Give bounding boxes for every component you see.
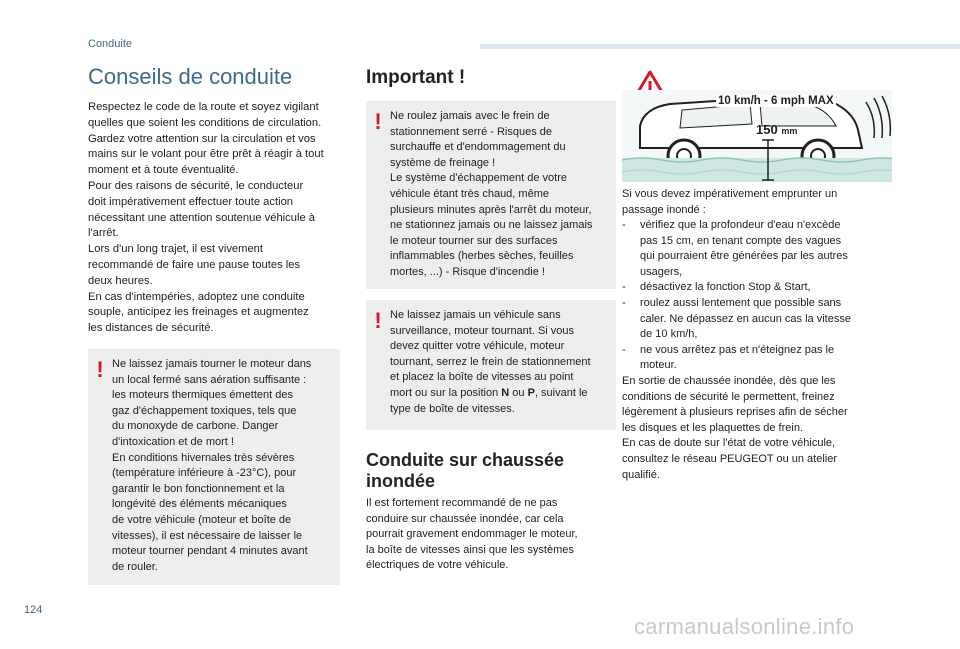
flood-intro-text: Si vous devez impérativement emprunter un passage inondé : (622, 188, 838, 216)
gear-park-label: P (527, 386, 535, 399)
warning-box-parking-brake (366, 101, 616, 289)
warning-box-engine (88, 349, 340, 585)
list-item: - vérifiez que la profondeur d'eau n'excède pas 15 cm, en tenant compte des vagues qui pourraient être générées par les autres usagers, (622, 219, 848, 278)
gear-neutral-label: N (501, 386, 510, 399)
warning-exclamation-icon: ! (96, 357, 104, 382)
warning-exclamation-icon: ! (374, 109, 382, 134)
important-title: Important ! (366, 67, 466, 88)
watermark: carmanualsonline.info (634, 614, 855, 639)
water-depth-label: 150 mm (756, 122, 798, 137)
section-header-label: Conduite (88, 38, 133, 50)
warning-box-unattended (366, 300, 616, 430)
flood-exit-text: En sortie de chaussée inondée, dès que les conditions de sécurité le permettent, freinez légèrement à plusieurs reprises afin de sécher les disques et les plaquettes de frein. En cas de doute sur l'état de votre véhicule, consultez le réseau PEUGEOT ou un atelier qualifié. (622, 375, 848, 481)
warning-text-engine: Ne laissez jamais tourner le moteur dans un local fermé sans aération suffisante : les moteurs thermiques émettent des gaz d'échappement toxiques, tels que du monoxyde de carbone. Danger d'intoxication et de mort ! En conditions hivernales très sévères (température inférieure à -23°C), pour garantir le bon fonctionnement et la longévité des éléments mécaniques de votre véhicule (moteur et boîte de vitesses), il est nécessaire de laisser le moteur tourner pendant 4 minutes avant de rouler. (112, 358, 312, 573)
list-item: - ne vous arrêtez pas et n'éteignez pas le moteur. (622, 343, 835, 372)
list-item: - désactivez la fonction Stop & Start, (622, 281, 811, 294)
section-header-bar (480, 44, 960, 49)
flood-warning-text: Il est fortement recommandé de ne pas conduire sur chaussée inondée, car cela pourrait gravement endommager le moteur, la boîte de vitesses ainsi que les systèmes électriques de votre véhicule. (366, 497, 578, 572)
warning-exclamation-icon: ! (374, 308, 382, 333)
flood-instructions-list (622, 218, 892, 374)
page-number: 124 (24, 604, 43, 616)
warning-text-unattended: Ne laissez jamais un véhicule sans surveillance, moteur tournant. Si vous devez quitter votre véhicule, moteur tournant, serrez le frein de stationnement et placez la boîte de vitesses au point mort ou sur la position N ou P, suivant le type de boîte de vitesses. (390, 309, 591, 415)
speed-limit-label: 10 km/h - 6 mph MAX (718, 95, 834, 107)
warning-text-parking-brake: Ne roulez jamais avec le frein de stationnement serré - Risques de surchauffe et d'endommagement du système de freinage ! Le système d'échappement de votre véhicule étant très chaud, même plusieurs minutes après l'arrêt du moteur, ne stationnez jamais ou ne laissez jamais le moteur tourner sur des surfaces inflammables (herbes sèches, feuilles mortes, ...) - Risque d'incendie ! (390, 110, 593, 278)
driving-advice-text: Respectez le code de la route et soyez vigilant quelles que soient les conditions de circulation. Gardez votre attention sur la circulation et vos mains sur le volant pour être prêt à réagir à tout moment et à toute éventualité. Pour des raisons de sécurité, le conducteur doit impérativement effectuer toute action nécessitant une attention soutenue véhicule à l'arrêt. Lors d'un long trajet, il est vivement recommandé de faire une pause toutes les deux heures. En cas d'intempéries, adoptez une conduite souple, anticipez les freinages et augmentez les distances de sécurité. (88, 101, 324, 335)
list-item: - roulez aussi lentement que possible sans caler. Ne dépassez en aucun cas la vitesse de 10 km/h, (622, 296, 851, 341)
page-title: Conseils de conduite (88, 64, 293, 89)
flood-section-title: Conduite sur chaussée inondée (366, 450, 565, 491)
